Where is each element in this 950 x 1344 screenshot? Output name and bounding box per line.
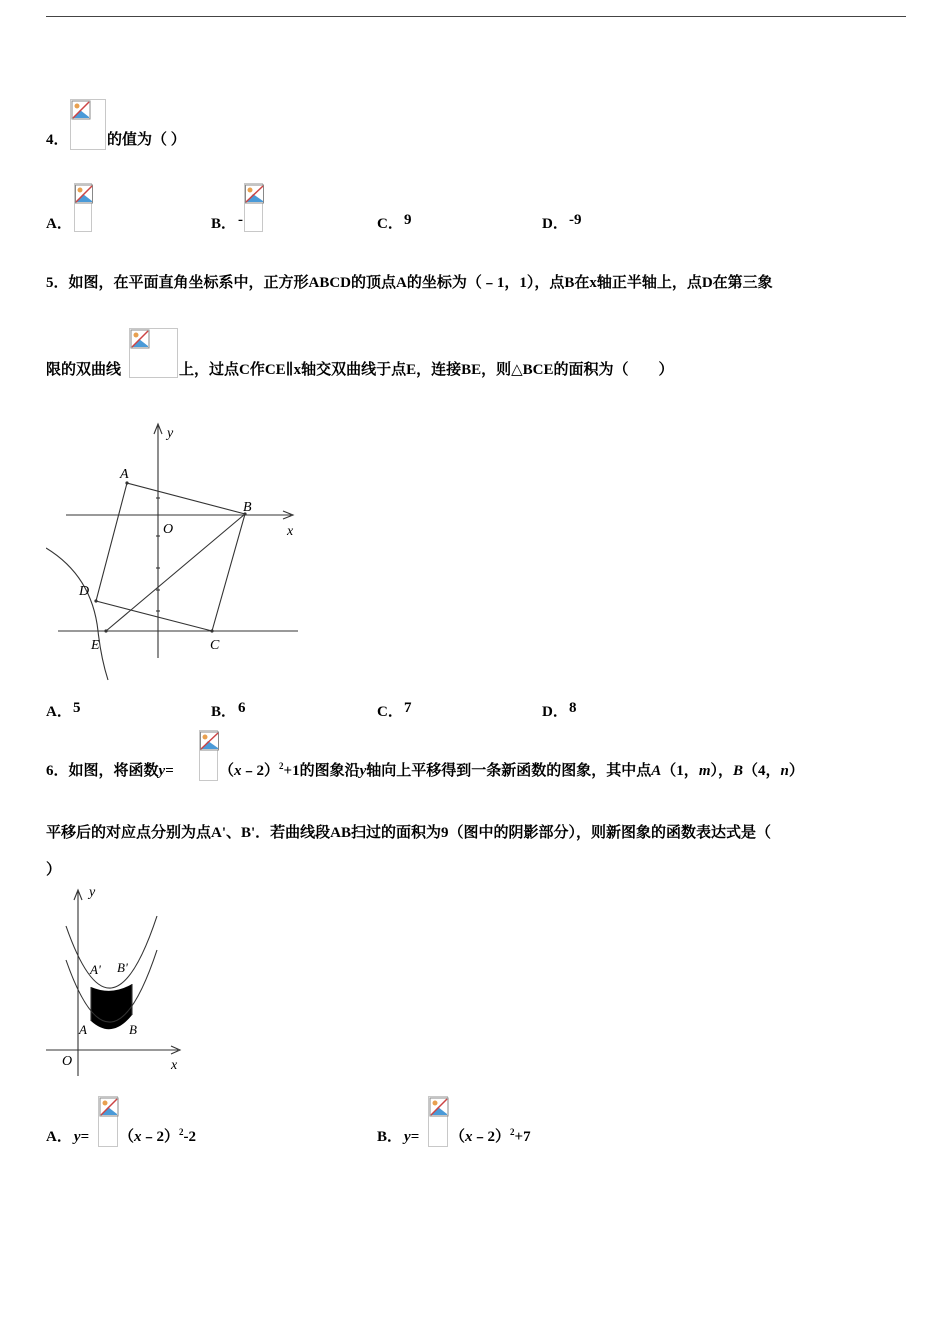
q4-option-a-image	[74, 183, 92, 232]
hyperbola-curve	[46, 548, 108, 680]
q6-line1-end: （x﹣2）$^2$+1的图象沿y轴向上平移得到一条新函数的图象，其中点A（1，m），B（4，n）	[219, 761, 804, 779]
fig6-label-b-prime: B'	[117, 960, 128, 975]
fig6-label-o: O	[62, 1054, 73, 1069]
broken-image-icon	[75, 184, 93, 204]
q5-option-c-text: 7	[404, 700, 412, 716]
q5-option-c-label: C．	[377, 704, 403, 720]
header-rule	[46, 16, 906, 17]
fig5-label-y: y	[167, 426, 174, 441]
q5-option-d-label: D．	[542, 704, 568, 720]
broken-image-icon	[200, 731, 219, 751]
q6-prefix: 6．如图，将函数	[46, 763, 159, 779]
q6-option-b-image	[428, 1096, 448, 1147]
q4-option-a-label: A．	[46, 216, 72, 232]
fig5-label-o: O	[163, 522, 174, 537]
fig6-label-b: B	[129, 1022, 137, 1037]
fig5-label-a: A	[120, 467, 129, 482]
q6-option-a-image	[98, 1096, 118, 1147]
fig6-label-a: A	[79, 1022, 87, 1037]
fig6-label-x: x	[171, 1058, 178, 1073]
q5-option-b-text: 6	[238, 700, 246, 716]
q4-option-c-text: 9	[404, 212, 412, 228]
fig5-label-b: B	[243, 500, 252, 515]
q5-figure	[46, 418, 306, 683]
broken-image-icon	[99, 1097, 119, 1117]
q4-option-b-text: -	[238, 212, 243, 228]
q5-line1: 5．如图，在平面直角坐标系中，正方形ABCD的顶点A的坐标为（﹣1，1），点B在x轴正半轴上，点D在第三象	[46, 275, 773, 291]
q6-option-a-rest: （x﹣2）$^2$-2	[119, 1127, 197, 1145]
upper-parabola	[66, 916, 157, 988]
fig6-label-a-prime: A'	[90, 962, 101, 977]
q6-figure	[44, 888, 194, 1078]
fig5-label-e: E	[91, 638, 100, 653]
fig5-label-c: C	[210, 638, 220, 653]
q6-line2: 平移后的对应点分别为点A'、B'．若曲线段AB扫过的面积为9（图中的阴影部分），则新图象的函数表达式是（	[46, 825, 772, 841]
q4-option-b-label: B．	[211, 216, 237, 232]
q5-line2-end: 上，过点C作CE∥x轴交双曲线于点E，连接BE，则△BCE的面积为（ ）	[179, 362, 674, 378]
broken-image-icon	[71, 100, 91, 120]
segment-be	[106, 514, 245, 631]
q6-function-image	[199, 730, 218, 781]
fig5-label-x: x	[287, 524, 294, 539]
fig6-label-y: y	[89, 888, 96, 900]
q6-option-b-rest: （x﹣2）$^2$+7	[450, 1127, 531, 1145]
q4-option-b-image	[244, 183, 263, 232]
q4-option-d-label: D．	[542, 216, 568, 232]
q4-option-d-text: -9	[569, 212, 582, 228]
broken-image-icon	[429, 1097, 449, 1117]
q4-expression-image	[70, 99, 106, 150]
q6-y-eq: y=	[158, 763, 174, 779]
q5-option-b-label: B．	[211, 704, 237, 720]
broken-image-icon	[130, 329, 150, 349]
q6-line3: ）	[46, 862, 62, 878]
q5-option-a-text: 5	[73, 700, 81, 716]
q4-text: 的值为（ ）	[107, 132, 186, 148]
q5-option-a-label: A．	[46, 704, 72, 720]
q6-line1-start	[46, 759, 174, 780]
broken-image-icon	[245, 184, 264, 204]
q6-option-a: A． y=	[46, 1129, 90, 1145]
q4-number: 4．	[46, 132, 69, 148]
fig5-label-d: D	[79, 584, 90, 599]
q5-option-d-text: 8	[569, 700, 577, 716]
q6-option-b: B． y=	[377, 1129, 420, 1145]
q4-option-c-label: C．	[377, 216, 403, 232]
q5-hyperbola-image	[129, 328, 178, 378]
q5-line2-start: 限的双曲线	[46, 362, 122, 378]
square-abcd	[96, 483, 245, 631]
